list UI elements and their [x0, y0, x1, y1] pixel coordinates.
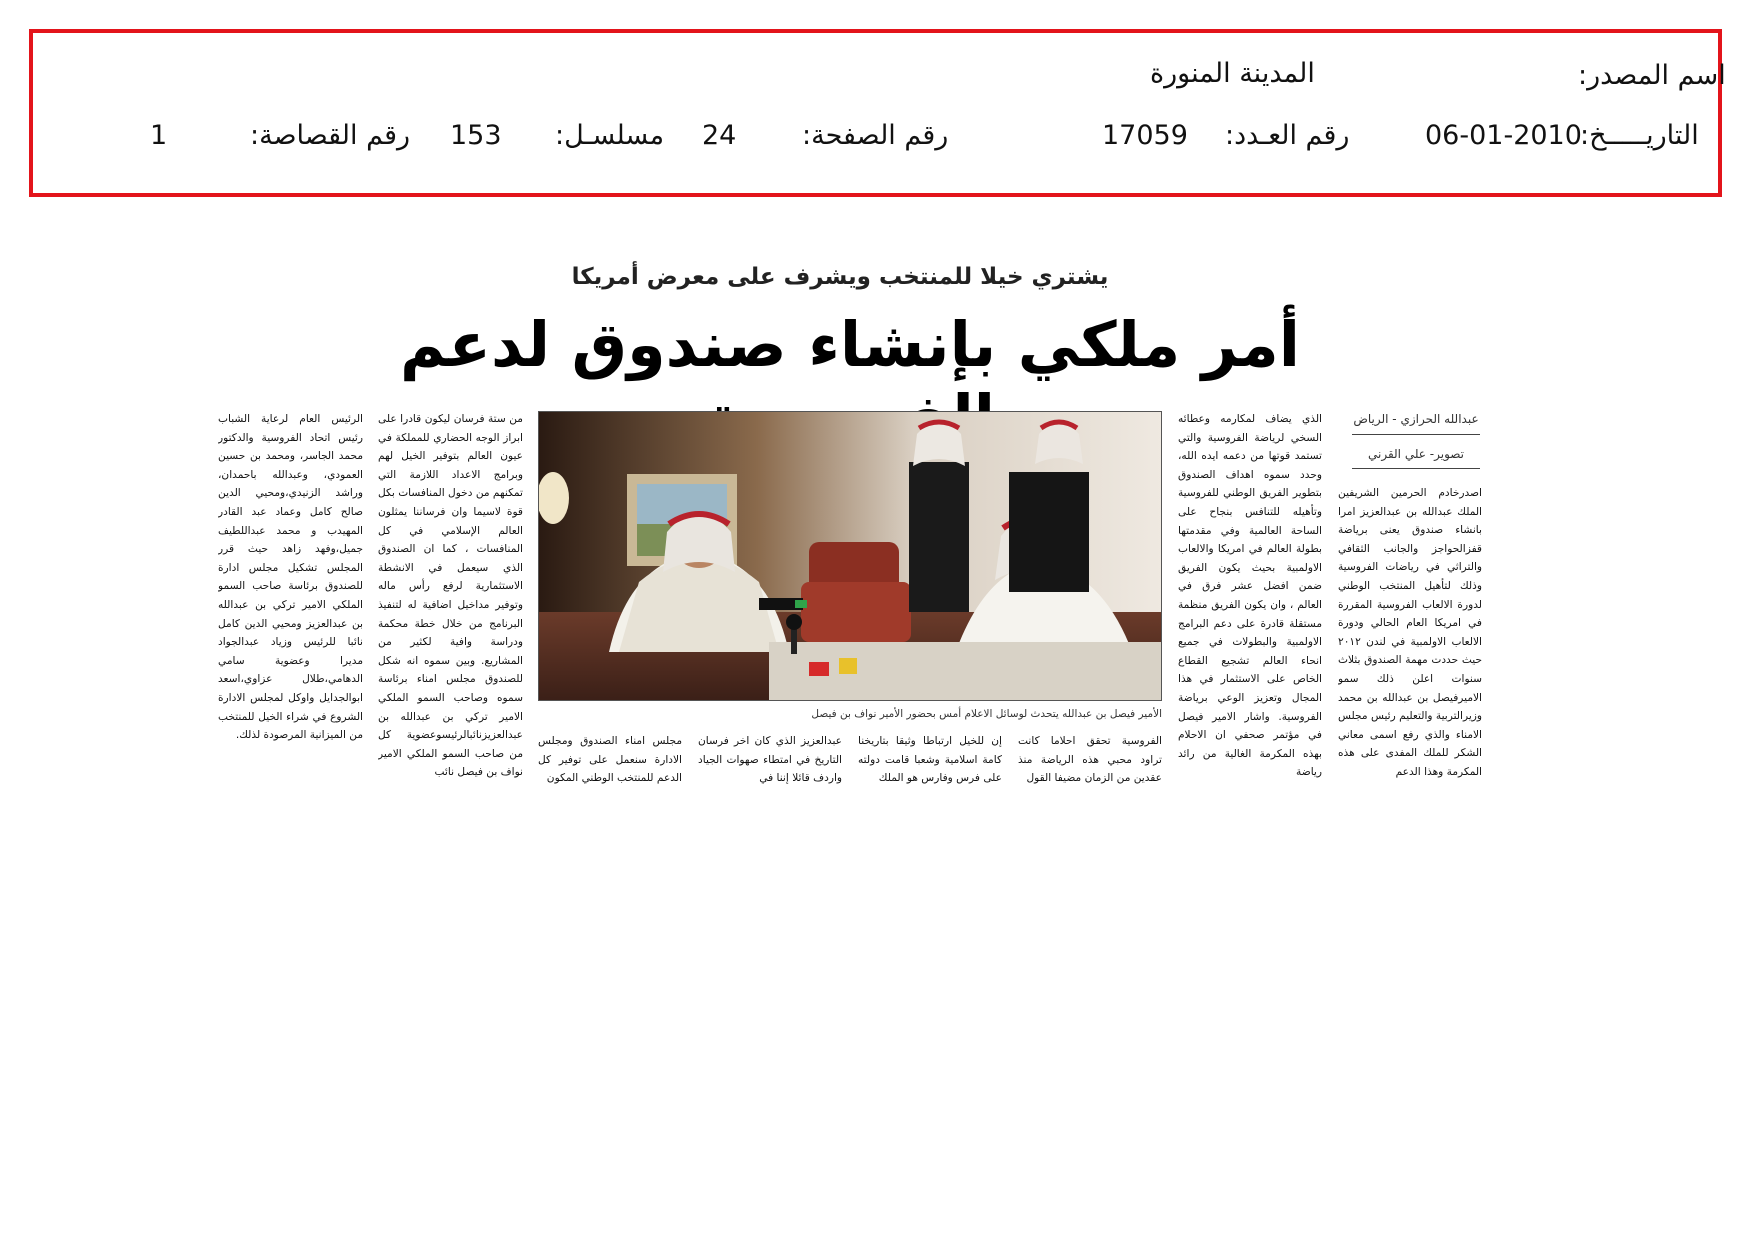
- date-value: 06-01-2010: [1425, 120, 1582, 151]
- article-column-7: من ستة فرسان ليكون قادرا على ابراز الوجه الحضاري للمملكة في عيون العالم بتوفير الخيل لهم وبرامج الاعداد اللازمة التي تمكنهم من دخول المنافسات بكل قوة لاسيما وان فرساننا يمثلون العالم الإسلامي في كل المنافسات ، كما ان الصندوق الذي سيعمل في الانشطة الاستثمارية لرفع رأس ماله وتوفير مداخيل اضافية له لتنفيذ البرنامج من خلال خطة محكمة ودراسة وافية لكثير من المشاريع. وبين سموه انه شكل للصندوق مجلس امناء برئاسة سموه وصاحب السمو الملكي الامير تركي بن عبدالله بن عبدالعزيزنائبالرئيسوعضوية كل من صاحب السمو الملكي الامير نواف بن فيصل نائب: [378, 413, 523, 779]
- serial-label: مسلسـل:: [555, 120, 665, 151]
- date-label: التاريـــــخ:: [1580, 120, 1699, 151]
- clipping-info-box: [29, 29, 1722, 197]
- article-headline: أمر ملكي بإنشاء صندوق لدعم: [400, 308, 1300, 381]
- photo-caption: الأمير فيصل بن عبدالله يتحدث لوسائل الاعلام أمس بحضور الأمير نواف بن فيصل: [811, 708, 1162, 720]
- article-column-3: الفروسية تحقق احلاما كانت تراود محبي هذه الرياضة منذ عقدين من الزمان مضيفا القول: [1018, 735, 1162, 785]
- byline-photographer: تصوير- علي القرني: [1367, 447, 1465, 461]
- article-column-4: إن للخيل ارتباطا وثيقا بتاريخنا كامة اسلامية وشعبا قامت دولته على فرس وفارس هو الملك: [858, 735, 1002, 785]
- article-photo: [538, 411, 1162, 701]
- byline-author: عبدالله الحرازي - الرياض: [1353, 412, 1479, 426]
- source-label: اسم المصدر:: [1578, 60, 1726, 91]
- article-subheadline: يشتري خيلا للمنتخب ويشرف على معرض أمريكا: [571, 264, 1109, 290]
- article-column-5: عبدالعزيز الذي كان اخر فرسان التاريخ في امتطاء صهوات الجياد واردف قائلا إننا في: [698, 735, 842, 785]
- article-column-1: اصدرخادم الحرمين الشريفين الملك عبدالله بن عبدالعزيز امرا بانشاء صندوق يعنى برياضة قفزالحواجز والجانب الثقافي والتراثي في رياضات الفروسية وذلك لتأهيل المنتخب الوطني لدورة الالعاب الفروسية المقررة في امريكا العام الحالي ودورة الالعاب الاولمبية في لندن ٢٠١٢ حيث حددت مهمة الصندوق بثلاث سنوات اعلن ذلك سمو الاميرفيصل بن عبدالله بن محمد وزيرالتربية والتعليم رئيس مجلس الامناء والذي رفع اسمى معاني الشكر للملك المفدى على هذه المكرمة وهذا الدعم: [1338, 487, 1482, 778]
- issue-value: 17059: [1102, 120, 1188, 151]
- article-column-8: الرئيس العام لرعاية الشباب رئيس اتحاد الفروسية والدكتور محمد الجاسر، ومحمد بن حسين العمودي، وعبدالله باحمدان، وراشد الزنيدي،ومحيي الدين صالح كامل وعماد عبد القادر المهيدب و محمد عبداللطيف جميل،وفهد زاهد حيث قرر المجلس تشكيل مجلس ادارة للصندوق برئاسة صاحب السمو الملكي الامير تركي بن عبدالله بن عبدالعزيز ومحيي الدين كامل نائبا للرئيس وزياد عبدالجواد مديرا وعضوية سامي الدهامي،طلال عزاوي،اسعد ابوالجدايل واوكل لمجلس الادارة الشروع في شراء الخيل للمنتخب من الميزانية المرصودة لذلك.: [218, 413, 363, 742]
- issue-label: رقم العـدد:: [1225, 120, 1350, 151]
- clip-label: رقم القصاصة:: [250, 120, 411, 151]
- byline-divider: [1352, 434, 1480, 435]
- byline-divider: [1352, 468, 1480, 469]
- article-column-2: الذي يضاف لمكارمه وعطائه السخي لرياضة الفروسية والتي تستمد قوتها من دعمه ايده الله، وحدد سموه اهداف الصندوق بتطوير الفريق الوطني للفروسية وتأهيله للتنافس بنجاح على الساحة العالمية وفي مقدمتها بطولة العالم في امريكا والالعاب الاولمبية بحيث يكون الفريق ضمن افضل عشر فرق في العالم ، وان يكون الفريق منظمة مستقلة قادرة على دعم البرامج الاولمبية والبطولات في جميع انحاء العالم تشجيع القطاع الخاص على الاستثمار في هذا المجال وتعزيز الوعي برياضة الفروسية. واشار الامير فيصل في مؤتمر صحفي ان الاحلام بهذه المكرمة الغالية من رائد رياضة: [1178, 413, 1322, 779]
- serial-value: 153: [450, 120, 502, 151]
- clip-value: 1: [150, 120, 168, 151]
- page-value: 24: [702, 120, 737, 151]
- article-column-6: مجلس امناء الصندوق ومجلس الادارة سنعمل على توفير كل الدعم للمنتخب الوطني المكون: [538, 735, 682, 785]
- page-label: رقم الصفحة:: [802, 120, 949, 151]
- source-value: المدينة المنورة: [1150, 58, 1315, 89]
